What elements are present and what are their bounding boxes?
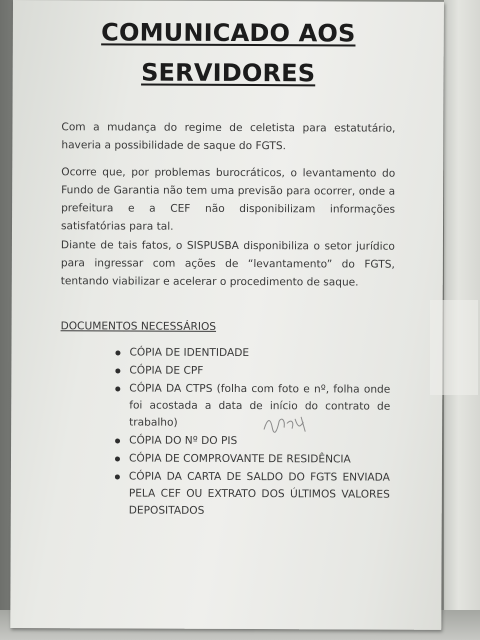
bullet-icon <box>115 456 120 461</box>
document-item-text: CÓPIA DE CPF <box>129 364 204 377</box>
documents-heading: DOCUMENTOS NECESSÁRIOS <box>60 320 217 333</box>
paragraph-2: Ocorre que, por problemas burocráticos, o levantamento do Fundo de Garantia não tem uma previsão para ocorrer, onde a prefeitura e a CEF não disponibilizam informações satisfatórias para tal. <box>60 166 396 233</box>
notice-title-line2: SERVIDORES <box>141 58 316 88</box>
tape-strip <box>430 300 478 395</box>
document-item-text: CÓPIA DA CTPS (folha com foto e nº, folha onde foi acostada a data de início do contrato de trabalho) <box>129 382 391 429</box>
documents-list <box>115 344 391 521</box>
document-item <box>115 362 390 380</box>
paragraph-3: Diante de tais fatos, o SISPUSBA disponibiliza o setor jurídico para ingressar com ações de “levantamento” do FGTS, tentando viabilizar e acelerar o procedimento de saque. <box>60 239 395 289</box>
bullet-icon <box>115 350 120 355</box>
document-item-text: CÓPIA DO Nº DO PIS <box>129 434 238 447</box>
notice-title <box>13 12 444 94</box>
document-item <box>115 344 390 362</box>
bullet-icon <box>115 386 120 391</box>
bullet-icon <box>115 368 120 373</box>
handwritten-scribble <box>261 413 311 435</box>
document-item <box>115 450 390 468</box>
bullet-icon <box>115 474 120 479</box>
document-item <box>115 380 390 432</box>
document-item <box>115 468 390 520</box>
document-item <box>115 432 390 450</box>
notice-title-line1: COMUNICADO AOS <box>101 18 356 48</box>
bullet-icon <box>115 438 120 443</box>
notice-paper <box>10 0 444 630</box>
document-item-text: CÓPIA DE IDENTIDADE <box>129 346 250 360</box>
paragraph-1: Com a mudança do regime de celetista para estatutário, haveria a possibilidade de saque do FGTS. <box>61 121 396 153</box>
document-item-text: CÓPIA DA CARTA DE SALDO DO FGTS ENVIADA PELA CEF OU EXTRATO DOS ÚLTIMOS VALORES DEPOSITADOS <box>128 470 390 517</box>
document-item-text: CÓPIA DE COMPROVANTE DE RESIDÊNCIA <box>128 452 351 466</box>
